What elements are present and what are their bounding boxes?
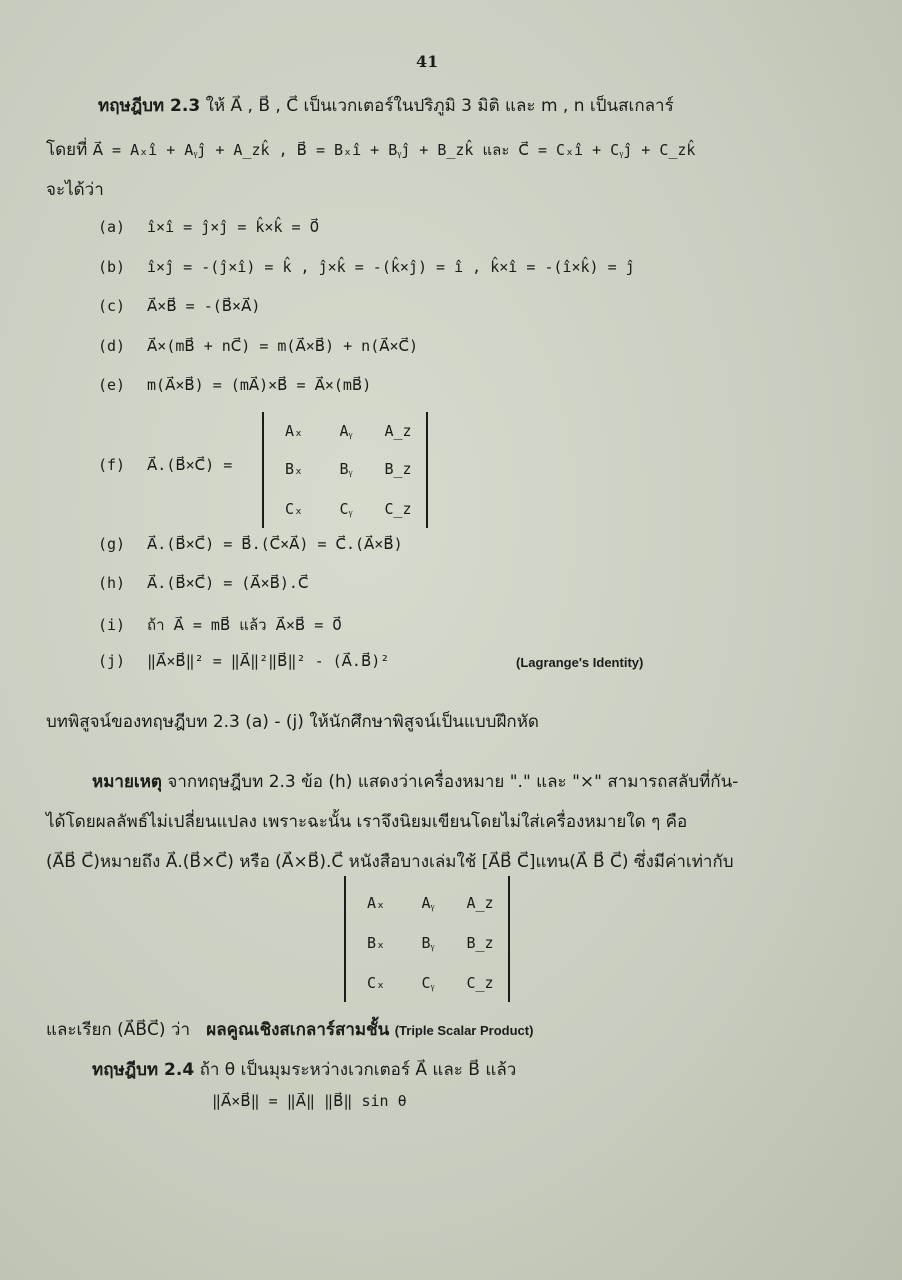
theorem-2-4-formula: ‖A⃗×B⃗‖ = ‖A⃗‖ ‖B⃗‖ sin θ (212, 1092, 407, 1110)
det-cell: Aₓ (366, 894, 386, 912)
item-label: (a) (98, 218, 126, 236)
det-cell: Aₓ (284, 422, 304, 440)
det-cell: Aᵧ (421, 894, 435, 912)
item-formula: ‖A⃗×B⃗‖² = ‖A⃗‖²‖B⃗‖² - (A⃗.B⃗)² (147, 652, 390, 670)
item-f (98, 456, 232, 474)
proof-note: บทพิสูจน์ของทฤษฎีบท 2.3 (a) - (j) ให้นักศึกษาพิสูจน์เป็นแบบฝึกหัด (46, 712, 539, 732)
item-label: (g) (98, 535, 126, 553)
item-g (98, 535, 403, 553)
det-cell: A_z (384, 422, 412, 440)
det-cell: Cₓ (366, 974, 386, 992)
remark-line-1 (92, 768, 738, 795)
triple-scalar-english: (Triple Scalar Product) (394, 1023, 534, 1038)
lagrange-identity-label: (Lagrange's Identity) (516, 655, 644, 670)
item-j (98, 652, 389, 670)
page-number: 41 (416, 52, 439, 71)
item-formula: A⃗×B⃗ = -(B⃗×A⃗) (147, 297, 261, 315)
item-formula: A⃗.(B⃗×C⃗) = B⃗.(C⃗×A⃗) = C⃗.(A⃗×B⃗) (147, 535, 403, 553)
determinant-f (262, 412, 428, 528)
det-cell: B_z (384, 460, 412, 478)
item-b (98, 258, 635, 276)
theorem-2-3-definition-line (46, 136, 695, 163)
det-cell: A_z (466, 894, 494, 912)
remark-line-3: (A⃗B⃗ C⃗)หมายถึง A⃗.(B⃗×C⃗) หรือ (A⃗×B⃗).C⃗ หนังสือบางเล่มใช้ [A⃗B⃗ C⃗]แทน(A⃗ B⃗ C⃗) ซึ่งมีค่าเท่ากับ (46, 852, 734, 872)
determinant-remark (344, 876, 510, 1002)
theorem-2-4-line (92, 1056, 516, 1083)
item-c (98, 297, 260, 315)
det-cell: Bₓ (366, 934, 386, 952)
item-label: (h) (98, 574, 126, 592)
det-cell: Cᵧ (339, 500, 353, 518)
item-label: (e) (98, 376, 126, 394)
det-cell: C_z (466, 974, 494, 992)
item-formula: î×î = ĵ×ĵ = k̂×k̂ = 0⃗ (147, 218, 320, 236)
item-label: (c) (98, 297, 126, 315)
item-formula: m(A⃗×B⃗) = (mA⃗)×B⃗ = A⃗×(mB⃗) (147, 376, 372, 394)
item-formula: A⃗.(B⃗×C⃗) = (A⃗×B⃗).C⃗ (147, 574, 309, 592)
det-cell: Cᵧ (421, 974, 435, 992)
remark-heading: หมายเหตุ (92, 772, 162, 792)
det-cell: Cₓ (284, 500, 304, 518)
conclusion-text: จะได้ว่า (46, 180, 104, 200)
theorem-2-3-heading: ทฤษฎีบท 2.3 (98, 96, 201, 116)
item-formula: A⃗.(B⃗×C⃗) = (147, 456, 233, 474)
call-prefix: และเรียก (A⃗B⃗C⃗) ว่า (46, 1020, 191, 1040)
item-label: (i) (98, 616, 126, 634)
item-a (98, 218, 319, 236)
det-cell: Bᵧ (421, 934, 435, 952)
det-cell: Aᵧ (339, 422, 353, 440)
triple-scalar-line (46, 1016, 533, 1043)
triple-scalar-name: ผลคูณเชิงสเกลาร์สามชั้น (206, 1020, 390, 1040)
definition-prefix: โดยที่ (46, 140, 88, 160)
det-cell: Bₓ (284, 460, 304, 478)
definition-formula: A⃗ = Aₓî + Aᵧĵ + A_zk̂ , B⃗ = Bₓî + Bᵧĵ + B_zk̂ และ C⃗ = Cₓî + Cᵧĵ + C_zk̂ (92, 141, 696, 159)
item-label: (j) (98, 652, 126, 670)
theorem-2-4-statement: ถ้า θ เป็นมุมระหว่างเวกเตอร์ A⃗ และ B⃗ แล้ว (199, 1060, 517, 1080)
item-formula: î×ĵ = -(ĵ×î) = k̂ , ĵ×k̂ = -(k̂×ĵ) = î , k̂×î = -(î×k̂) = ĵ (147, 258, 635, 276)
item-e (98, 376, 371, 394)
theorem-2-3-statement: ให้ A⃗ , B⃗ , C⃗ เป็นเวกเตอร์ในปริภูมิ 3 มิติ และ m , n เป็นสเกลาร์ (205, 96, 674, 116)
item-formula: ถ้า A⃗ = mB⃗ แล้ว A⃗×B⃗ = 0⃗ (147, 616, 342, 634)
item-label: (d) (98, 337, 126, 355)
det-cell: Bᵧ (339, 460, 353, 478)
item-formula: A⃗×(mB⃗ + nC⃗) = m(A⃗×B⃗) + n(A⃗×C⃗) (147, 337, 419, 355)
remark-line-2: ได้โดยผลลัพธ์ไม่เปลี่ยนแปลง เพราะฉะนั้น เราจึงนิยมเขียนโดยไม่ใส่เครื่องหมายใด ๆ คือ (46, 812, 688, 832)
item-h (98, 574, 308, 592)
theorem-2-4-heading: ทฤษฎีบท 2.4 (92, 1060, 195, 1080)
remark-text: จากทฤษฎีบท 2.3 ข้อ (h) แสดงว่าเครื่องหมาย "." และ "×" สามารถสลับที่กัน- (167, 772, 739, 792)
det-cell: B_z (466, 934, 494, 952)
item-i (98, 613, 342, 637)
det-cell: C_z (384, 500, 412, 518)
item-label: (f) (98, 456, 126, 474)
item-d (98, 337, 418, 355)
theorem-2-3-line (98, 92, 674, 119)
item-label: (b) (98, 258, 126, 276)
